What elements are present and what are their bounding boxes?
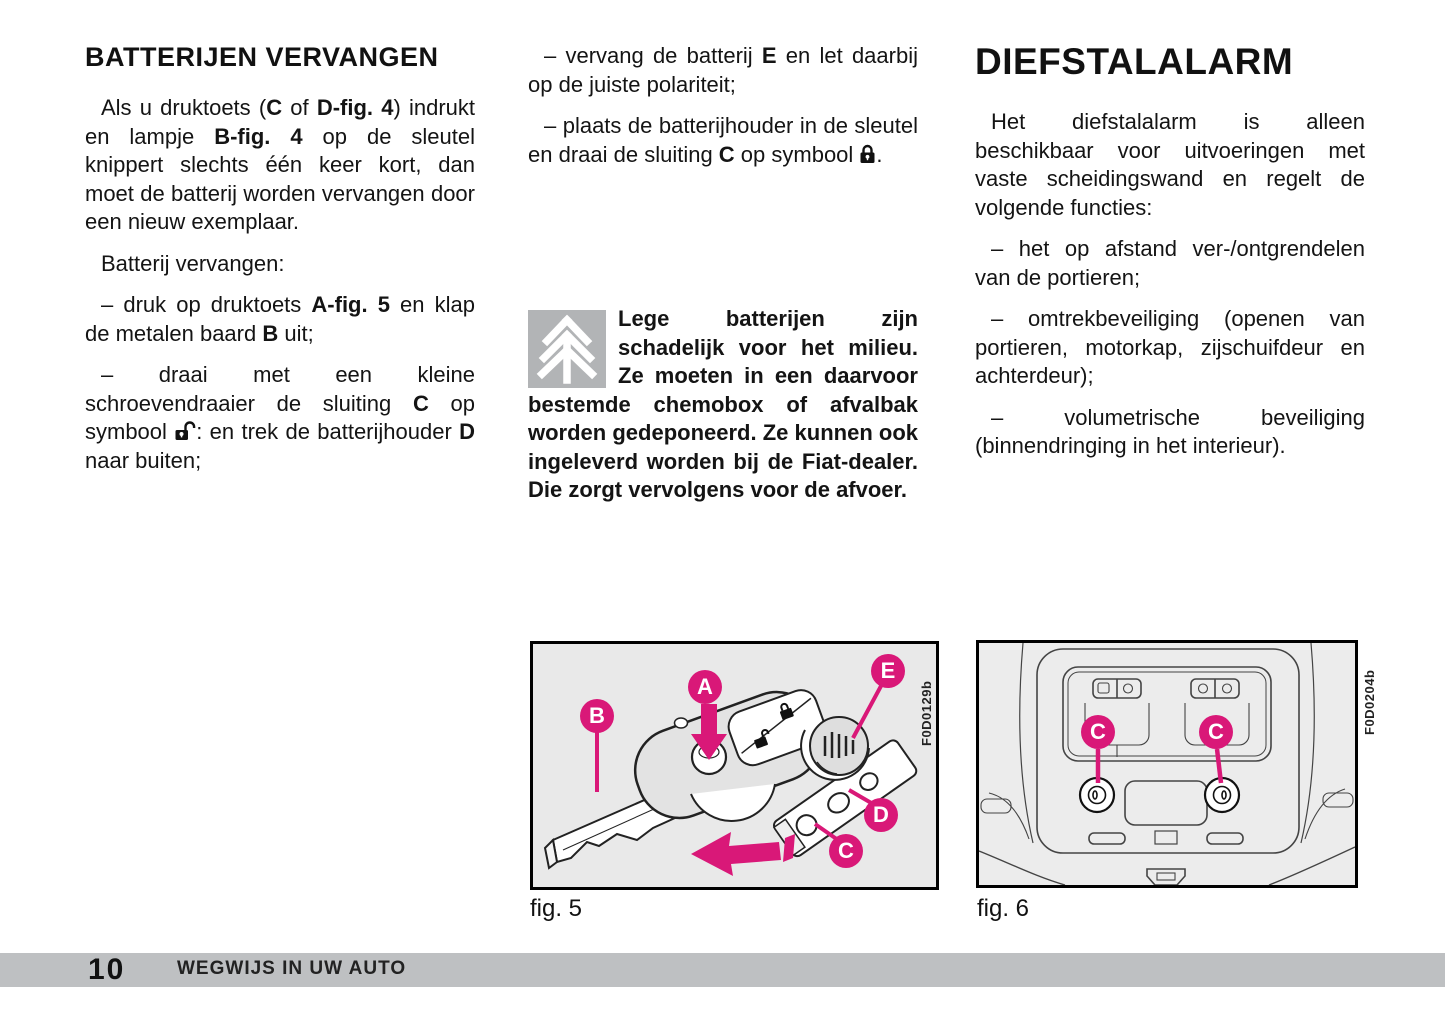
column-left — [85, 42, 475, 488]
figure-label-b: B — [580, 699, 614, 733]
paragraph-alarm-intro: Het diefstalalarm is alleen beschikbaar voor uitvoeringen met vaste scheidingswand en regelt de volgende functies: — [975, 109, 1365, 220]
figure-caption-fig5: fig. 5 — [530, 895, 583, 922]
figure-label-e: E — [871, 654, 905, 688]
figure-code-fig6: F0D0204b — [1362, 669, 1377, 735]
environment-warning-text: Lege batterijen zijn schadelijk voor het milieu. Ze moeten in een daarvoor bestemde chemobox of afvalbak worden gedeponeerd. Ze kunnen ook ingeleverd worden bij de Fiat-dealer. Die zorgt vervolgens voor de afvoer. — [528, 306, 918, 502]
ceiling-console-drawing — [979, 643, 1355, 885]
paragraph-battery-intro: Als u druktoets (C of D-fig. 4) indrukt en lampje B-fig. 4 op de sleutel knippert slechts één keer kort, dan moet de batterij worden vervangen door een nieuw exemplaar. — [85, 95, 475, 234]
column-right — [975, 42, 1365, 474]
list-item-press-button: – druk op druktoets A-fig. 5 en klap de metalen baard B uit; — [85, 292, 475, 346]
paragraph-battery-replace-label: Batterij vervangen: — [101, 250, 285, 276]
figure-code-fig5: F0D0129b — [919, 680, 934, 746]
figure-label-c-left: C — [1081, 715, 1115, 749]
recycle-tree-icon — [528, 310, 606, 388]
list-item-perimeter: – omtrekbeveiliging (openen van portieren, motorkap, zijschuifdeur en achterdeur); — [975, 306, 1365, 388]
closed-padlock-icon — [859, 144, 876, 164]
list-item-replace-battery: – vervang de batterij E en let daarbij op de juiste polariteit; — [528, 43, 918, 97]
figure-label-c-right: C — [1199, 715, 1233, 749]
figure-label-c: C — [829, 834, 863, 868]
page-number: 10 — [88, 953, 126, 986]
footer-section-title: WEGWIJS IN UW AUTO — [177, 958, 407, 979]
open-padlock-icon — [174, 421, 196, 441]
section-title-batteries: BATTERIJEN VERVANGEN — [85, 42, 439, 72]
figure-5-key-illustration — [530, 641, 939, 890]
section-title-alarm: DIEFSTALALARM — [975, 41, 1294, 82]
list-item-remote-lock: – het op afstand ver-/ontgrendelen van de portieren; — [975, 236, 1365, 290]
environment-warning — [528, 305, 918, 505]
list-item-place-holder: – plaats de batterijhouder in de sleutel en draai de sluiting C op symbool . — [528, 113, 918, 167]
list-item-turn-closure-open: – draai met een kleine schroevendraaier de sluiting C op symbool : en trek de batterijhouder D naar buiten; — [85, 362, 475, 473]
column-middle — [528, 42, 918, 505]
figure-6-console-illustration — [976, 640, 1358, 888]
list-item-volumetric: – volumetrische beveiliging (binnendringing in het interieur). — [975, 404, 1365, 458]
figure-label-d: D — [864, 798, 898, 832]
figure-label-a: A — [688, 670, 722, 704]
figure-caption-fig6: fig. 6 — [977, 895, 1030, 922]
